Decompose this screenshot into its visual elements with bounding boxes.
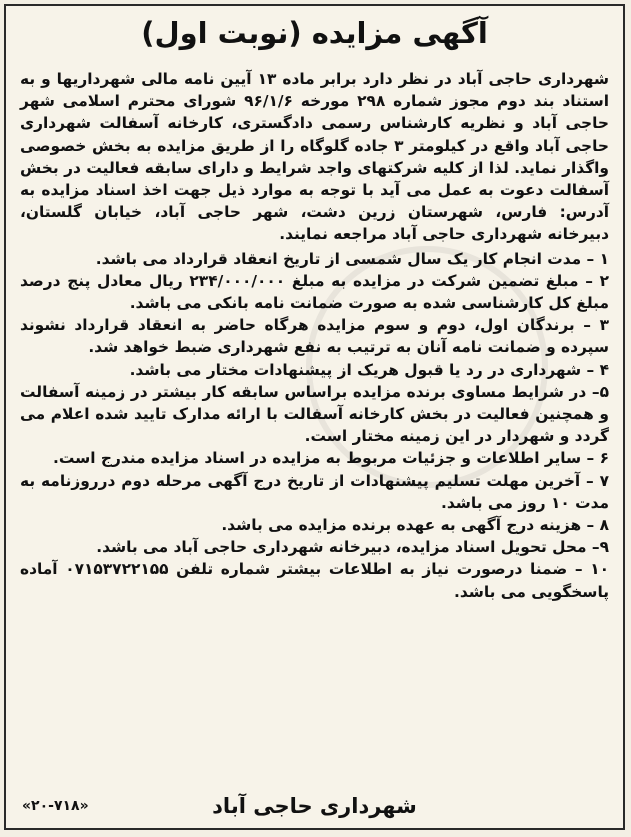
advertisement-page <box>4 4 625 830</box>
condition-item-8: ۸ – هزینه درج آگهی به عهده برنده مزایده می باشد. <box>221 516 609 535</box>
intro-paragraph: شهرداری حاجی آباد در نظر دارد برابر ماده ۱۳ آیین نامه مالی شهرداریها و به استناد بند دوم مجوز شماره ۲۹۸ مورخه ۹۶/۱/۶ شورای محترم اسلامی شهر حاجی آباد و نظریه کارشناس رسمی دادگستری، کارخانه آسفالت شهرداری حاجی آباد واقع در کیلومتر ۳ جاده گلوگاه را از طریق مزایده به بخش خصوصی واگذار نماید. لذا از کلیه شرکتهای واجد شرایط و دارای سابقه فعالیت در بخش آسفالت دعوت به عمل می آید با توجه به موارد ذیل جهت اخذ اسناد مزایده به آدرس: فارس، شهرستان زرین دشت، شهر حاجی آباد، خیابان گلستان، دبیرخانه شهرداری حاجی آباد مراجعه نمایند. <box>20 70 610 244</box>
condition-item-4: ۴ – شهرداری در رد یا قبول هریک از پیشنهادات مختار می باشد. <box>129 360 609 379</box>
condition-item-7: ۷ – آخرین مهلت تسلیم پیشنهادات از تاریخ درج آگهی مرحله دوم درروزنامه به مدت ۱۰ روز می باشد. <box>20 471 609 512</box>
ad-code: «۲۰-۷۱۸» <box>22 798 89 814</box>
condition-item-9: ۹– محل تحویل اسناد مزایده، دبیرخانه شهرداری حاجی آباد می باشد. <box>96 538 609 557</box>
issuer-signature: شهرداری حاجی آباد <box>212 794 417 818</box>
ad-title: آگهی مزایده (نوبت اول) <box>141 16 488 50</box>
condition-item-6: ۶ – سایر اطلاعات و جزئیات مربوط به مزایده در اسناد مزایده مندرج است. <box>52 449 609 468</box>
condition-item-10: ۱۰ – ضمنا درصورت نیاز به اطلاعات بیشتر شماره تلفن ۰۷۱۵۳۷۲۲۱۵۵ آماده پاسخگویی می باشد. <box>20 560 609 601</box>
condition-item-3: ۳ – برندگان اول، دوم و سوم مزایده هرگاه حاضر به انعقاد قرارداد نشوند سپرده و ضمانت نامه آنان به ترتیب به نفع شهرداری ضبط خواهد شد. <box>20 316 609 357</box>
condition-item-1: ۱ – مدت انجام کار یک سال شمسی از تاریخ انعقاد قرارداد می باشد. <box>95 249 609 268</box>
condition-item-5: ۵– در شرایط مساوی برنده مزایده براساس سابقه کار بیشتر در زمینه آسفالت و همچنین فعالیت در بخش کارخانه آسفالت با ارائه مدارک تایید شده اعلام می گردد و شهردار در این زمینه مختار است. <box>20 382 609 446</box>
condition-item-2: ۲ – مبلغ تضمین شرکت در مزایده به مبلغ ۲۳۴/۰۰۰/۰۰۰ ریال معادل پنج درصد مبلغ کل کارشناسی شده به صورت ضمانت نامه بانکی می باشد. <box>20 271 609 313</box>
ad-body <box>20 68 609 603</box>
